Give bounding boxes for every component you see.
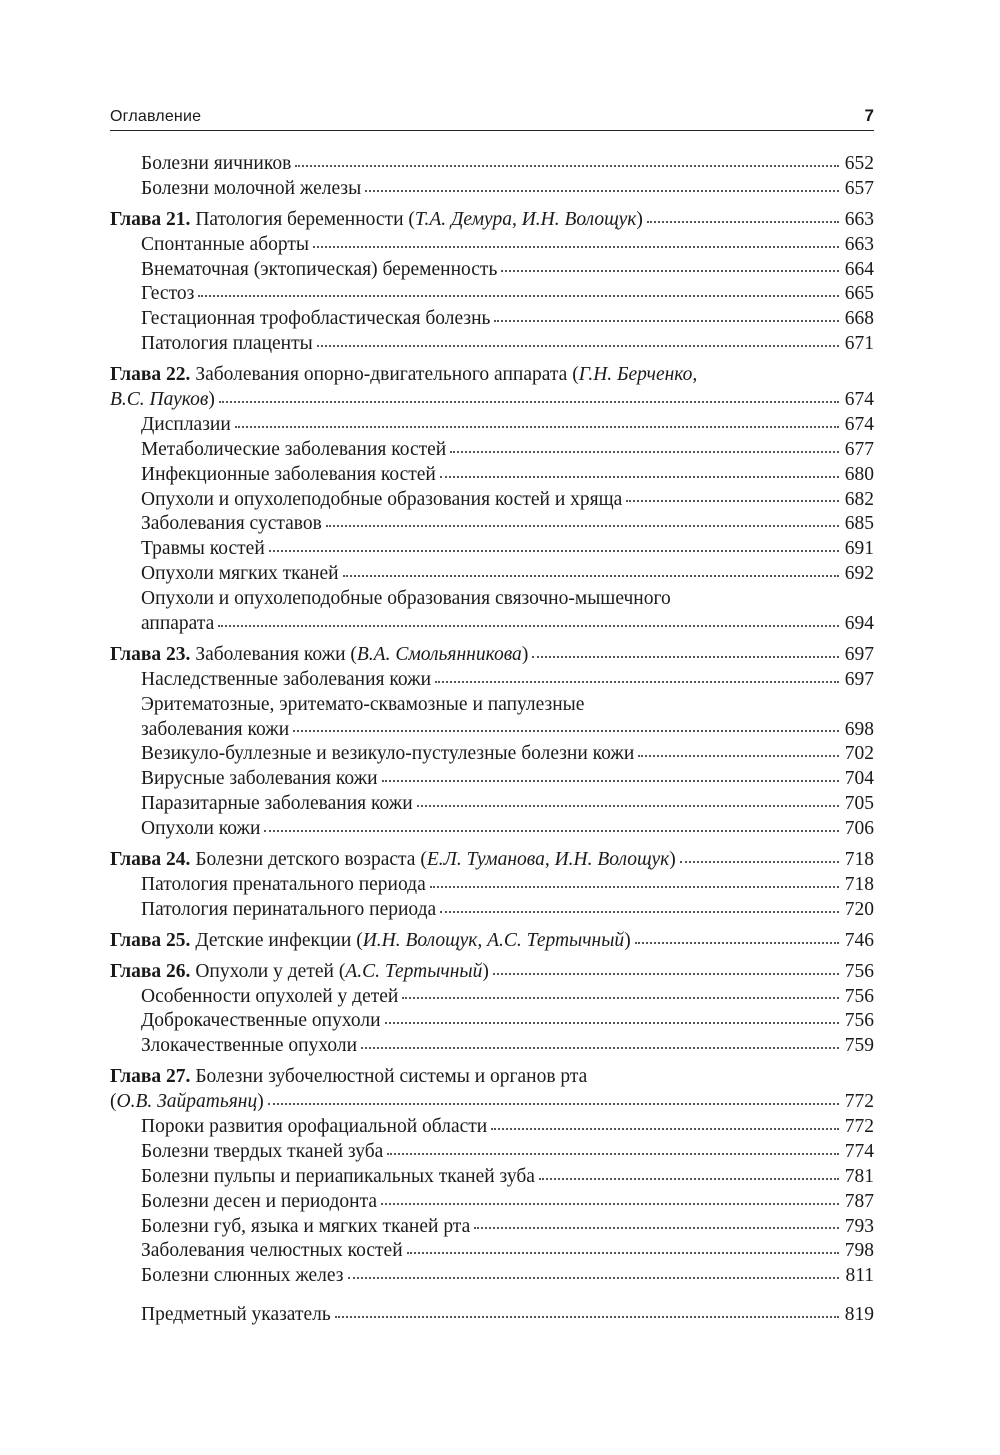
chapter-authors: Е.Л. Туманова, И.Н. Волощук [426, 849, 670, 871]
index-entry-group [110, 1303, 874, 1328]
toc-entry[interactable]: Травмы костей 691 [110, 537, 874, 562]
header-title: Оглавление [110, 108, 202, 125]
leader-dots [326, 524, 839, 527]
chapter-authors: А.С. Тертычный [345, 960, 483, 982]
chapter-authors: О.В. Зайратьянц [116, 1091, 258, 1113]
toc-entry-index[interactable]: Предметный указатель 819 [110, 1303, 874, 1328]
leader-dots [264, 829, 838, 832]
toc-entry[interactable]: Эритематозные, эритемато-сквамозные и папулезные [141, 693, 585, 715]
chapter-24 [110, 848, 874, 923]
chapter-22 [110, 363, 874, 637]
header-page-number: 7 [864, 106, 874, 125]
toc-entry[interactable]: Метаболические заболевания костей 677 [110, 438, 874, 463]
page-ref: 746 [844, 929, 874, 951]
leader-dots [295, 164, 838, 167]
page-ref: 665 [844, 283, 874, 305]
toc-group [110, 152, 874, 202]
page-ref: 680 [844, 463, 874, 485]
toc-entry[interactable]: Гестоз 665 [110, 282, 874, 307]
page-ref: 774 [844, 1140, 874, 1162]
page-ref: 697 [844, 668, 874, 690]
leader-dots [430, 885, 839, 888]
toc-entry[interactable]: Болезни молочной железы 657 [110, 177, 874, 202]
leader-dots [680, 860, 839, 863]
chapter-heading[interactable]: Глава 26. Опухоли у детей (А.С. Тертычный) 756 [110, 960, 874, 985]
leader-dots [635, 941, 839, 944]
toc-entry[interactable]: Опухоли мягких тканей 692 [110, 562, 874, 587]
chapter-27 [110, 1065, 874, 1289]
page-ref: 704 [844, 768, 874, 790]
toc-entry[interactable]: Внематочная (эктопическая) беременность 664 [110, 258, 874, 283]
page-ref: 781 [844, 1165, 874, 1187]
toc-entry[interactable]: Патология плаценты 671 [110, 332, 874, 357]
leader-dots [348, 1276, 840, 1279]
leader-dots [501, 269, 838, 272]
toc-entry[interactable]: Дисплазии 674 [110, 413, 874, 438]
toc-entry[interactable]: Вирусные заболевания кожи 704 [110, 767, 874, 792]
page-ref: 718 [844, 849, 874, 871]
leader-dots [387, 1152, 838, 1155]
chapter-21 [110, 208, 874, 357]
toc-entry[interactable]: Патология пренатального периода 718 [110, 873, 874, 898]
leader-dots [440, 475, 839, 478]
chapter-number: Глава 24. [110, 849, 191, 871]
page-ref: 668 [844, 308, 874, 330]
chapter-title: Болезни зубочелюстной системы и органов рта [195, 1066, 588, 1088]
chapter-authors: Г.Н. Берченко, [578, 364, 698, 386]
leader-dots [474, 1226, 839, 1229]
chapter-26 [110, 960, 874, 1060]
toc-entry-continuation[interactable]: аппарата 694 [110, 612, 874, 637]
leader-dots [402, 996, 838, 999]
leader-dots [313, 245, 839, 248]
chapter-heading[interactable]: Глава 22. Заболевания опорно-двигательного аппарата (Г.Н. Берченко, [110, 364, 698, 386]
leader-dots [435, 680, 839, 683]
page-ref: 682 [844, 488, 874, 510]
leader-dots [638, 754, 838, 757]
chapter-heading[interactable]: Глава 25. Детские инфекции (И.Н. Волощук, А.С. Тертычный) 746 [110, 929, 874, 954]
leader-dots [343, 574, 839, 577]
chapter-number: Глава 21. [110, 208, 191, 230]
page-ref: 756 [844, 960, 874, 982]
leader-dots [381, 1202, 839, 1205]
toc-entry[interactable]: Злокачественные опухоли 759 [110, 1034, 874, 1059]
leader-dots [269, 549, 839, 552]
chapter-23 [110, 643, 874, 842]
page-ref: 756 [844, 1010, 874, 1032]
chapter-number: Глава 22. [110, 364, 191, 386]
leader-dots [219, 400, 839, 403]
toc-entry[interactable]: Паразитарные заболевания кожи 705 [110, 792, 874, 817]
toc-entry[interactable]: Инфекционные заболевания костей 680 [110, 463, 874, 488]
leader-dots [361, 1046, 839, 1049]
chapter-title: Заболевания кожи [195, 643, 346, 665]
toc-entry[interactable]: Опухоли и опухолеподобные образования костей и хряща 682 [110, 488, 874, 513]
chapter-title: Заболевания опорно-двигательного аппарата [195, 364, 568, 386]
leader-dots [268, 1102, 839, 1105]
chapter-number: Глава 26. [110, 960, 191, 982]
page-ref: 720 [844, 898, 874, 920]
leader-dots [493, 972, 839, 975]
toc-entry[interactable]: Гестационная трофобластическая болезнь 668 [110, 307, 874, 332]
page-ref: 705 [844, 793, 874, 815]
leader-dots [382, 779, 839, 782]
toc-entry[interactable]: Спонтанные аборты 663 [110, 233, 874, 258]
leader-dots [407, 1251, 839, 1254]
page-ref: 685 [844, 513, 874, 535]
page-ref: 811 [845, 1265, 874, 1287]
chapter-title: Детские инфекции [195, 929, 352, 951]
chapter-number: Глава 23. [110, 643, 191, 665]
leader-dots [491, 1127, 839, 1130]
chapter-25 [110, 929, 874, 954]
chapter-title: Болезни детского возраста [195, 849, 416, 871]
page-ref: 674 [844, 413, 874, 435]
toc-entry[interactable]: Болезни губ, языка и мягких тканей рта 793 [110, 1215, 874, 1240]
table-of-contents [110, 152, 874, 1334]
chapter-heading[interactable]: Глава 21. Патология беременности (Т.А. Демура, И.Н. Волощук) 663 [110, 208, 874, 233]
leader-dots [198, 294, 838, 297]
page-ref: 793 [844, 1215, 874, 1237]
toc-entry[interactable]: Болезни яичников 652 [110, 152, 874, 177]
toc-entry[interactable]: Наследственные заболевания кожи 697 [110, 668, 874, 693]
page-ref: 692 [844, 563, 874, 585]
chapter-title: Патология беременности [195, 208, 404, 230]
page-ref: 756 [844, 985, 874, 1007]
toc-entry[interactable]: Доброкачественные опухоли 756 [110, 1009, 874, 1034]
leader-dots [494, 319, 838, 322]
toc-entry[interactable]: Пороки развития орофациальной области 772 [110, 1115, 874, 1140]
toc-entry[interactable]: Болезни десен и периодонта 787 [110, 1190, 874, 1215]
page-ref: 702 [844, 743, 874, 765]
page-ref: 819 [844, 1304, 874, 1326]
toc-entry-continuation[interactable]: заболевания кожи 698 [110, 718, 874, 743]
toc-entry[interactable]: Патология перинатального периода 720 [110, 898, 874, 923]
page-ref: 663 [844, 208, 874, 230]
chapter-heading-continuation[interactable]: В.С. Пауков) 674 [110, 388, 874, 413]
page-ref: 694 [844, 613, 874, 635]
page-ref: 759 [844, 1035, 874, 1057]
page-ref: 664 [844, 258, 874, 280]
chapter-heading-continuation[interactable]: (О.В. Зайратьянц) 772 [110, 1090, 874, 1115]
leader-dots [235, 425, 839, 428]
page-ref: 652 [844, 153, 874, 174]
chapter-heading[interactable]: Глава 24. Болезни детского возраста (Е.Л. Туманова, И.Н. Волощук) 718 [110, 848, 874, 873]
page-ref: 663 [844, 233, 874, 255]
chapter-authors: Т.А. Демура, И.Н. Волощук [414, 208, 637, 230]
chapter-number: Глава 27. [110, 1066, 191, 1088]
leader-dots [539, 1177, 839, 1180]
leader-dots [417, 804, 839, 807]
page-ref: 787 [844, 1190, 874, 1212]
toc-entry[interactable]: Везикуло-буллезные и везикуло-пустулезные болезни кожи 702 [110, 742, 874, 767]
page-ref: 798 [844, 1240, 874, 1262]
chapter-title: Опухоли у детей [195, 960, 334, 982]
leader-dots [450, 450, 839, 453]
page-ref: 677 [844, 438, 874, 460]
chapter-authors: И.Н. Волощук, А.С. Тертычный [362, 929, 625, 951]
toc-entry[interactable]: Болезни слюнных желез 811 [110, 1264, 874, 1289]
leader-dots [440, 910, 839, 913]
page-ref: 657 [844, 177, 874, 199]
leader-dots [532, 655, 838, 658]
page-ref: 772 [844, 1091, 874, 1113]
page-ref: 671 [844, 333, 874, 355]
leader-dots [218, 624, 839, 627]
chapter-heading[interactable] [110, 1065, 874, 1090]
page-ref: 718 [844, 873, 874, 895]
chapter-authors: В.С. Пауков [110, 389, 209, 411]
toc-entry[interactable]: Опухоли кожи 706 [110, 817, 874, 842]
chapter-heading[interactable]: Глава 23. Заболевания кожи (В.А. Смольянникова) 697 [110, 643, 874, 668]
toc-entry[interactable]: Заболевания суставов 685 [110, 512, 874, 537]
leader-dots [293, 729, 839, 732]
page-ref: 674 [844, 389, 874, 411]
running-header [110, 104, 874, 131]
leader-dots [647, 220, 839, 223]
toc-entry[interactable]: Опухоли и опухолеподобные образования связочно-мышечного [141, 588, 671, 610]
chapter-number: Глава 25. [110, 929, 191, 951]
leader-dots [317, 344, 839, 347]
leader-dots [365, 189, 839, 192]
page-ref: 697 [844, 643, 874, 665]
page-ref: 691 [844, 538, 874, 560]
leader-dots [626, 499, 838, 502]
toc-entry[interactable]: Особенности опухолей у детей 756 [110, 985, 874, 1010]
leader-dots [385, 1021, 839, 1024]
chapter-authors: В.А. Смольянникова [356, 643, 522, 665]
page-ref: 698 [844, 718, 874, 740]
page-ref: 772 [844, 1115, 874, 1137]
toc-entry[interactable]: Болезни твердых тканей зуба 774 [110, 1140, 874, 1165]
toc-entry[interactable]: Болезни пульпы и периапикальных тканей зуба 781 [110, 1165, 874, 1190]
page-ref: 706 [844, 818, 874, 840]
toc-entry[interactable]: Заболевания челюстных костей 798 [110, 1239, 874, 1264]
leader-dots [335, 1315, 839, 1318]
